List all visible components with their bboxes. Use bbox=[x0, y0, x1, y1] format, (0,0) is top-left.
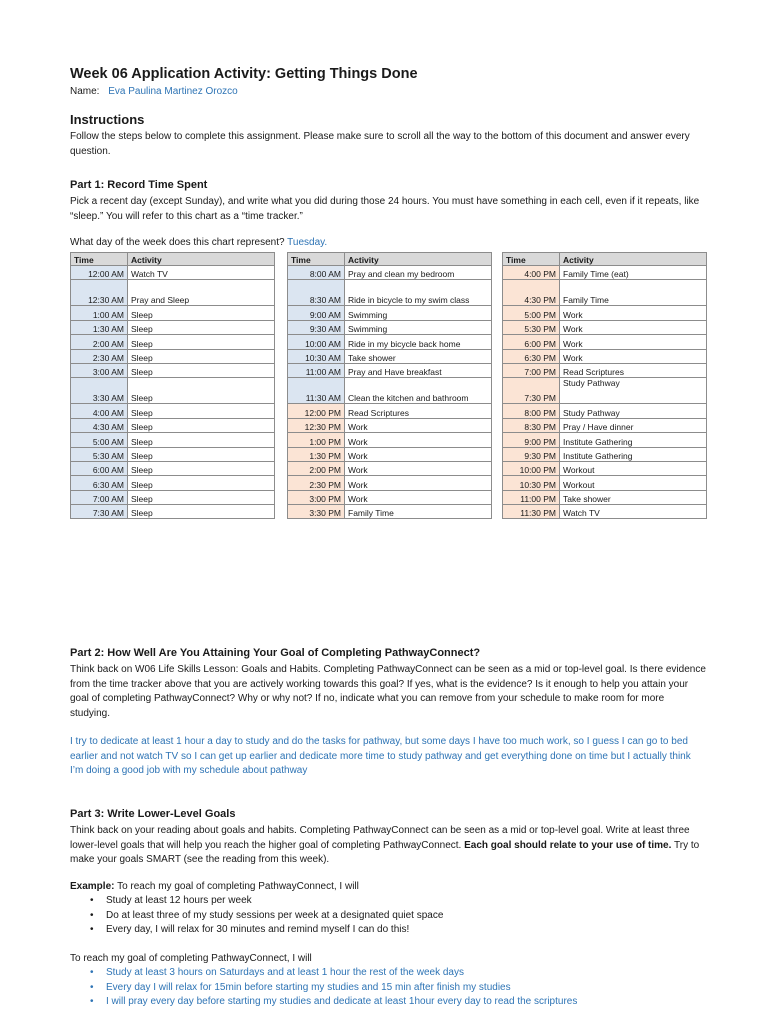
name-label: Name: bbox=[70, 86, 100, 97]
activity-cell: Work bbox=[345, 461, 492, 475]
time-cell: 5:30 PM bbox=[503, 320, 560, 334]
part3-text-b: Try to make your goals SMART (see the reading from this week). bbox=[70, 839, 700, 865]
table-row bbox=[288, 335, 492, 349]
activity-cell: Ride in my bicycle back home bbox=[345, 335, 492, 349]
time-cell: 8:30 AM bbox=[288, 280, 345, 306]
activity-cell: Swimming bbox=[345, 306, 492, 320]
activity-cell: Sleep bbox=[128, 476, 275, 490]
day-question-text: What day of the week does this chart represent? bbox=[70, 237, 285, 248]
activity-cell: Study Pathway bbox=[560, 404, 707, 418]
time-column-header: Time bbox=[71, 253, 128, 266]
activity-cell: Family Time bbox=[345, 505, 492, 519]
activity-cell: Work bbox=[560, 320, 707, 334]
time-cell: 1:30 PM bbox=[288, 447, 345, 461]
activity-cell: Family Time bbox=[560, 280, 707, 306]
activity-cell: Pray / Have dinner bbox=[560, 418, 707, 432]
table-row bbox=[71, 490, 275, 504]
document-title: Week 06 Application Activity: Getting Things Done bbox=[70, 66, 418, 82]
table-row bbox=[71, 404, 275, 418]
time-cell: 10:00 AM bbox=[288, 335, 345, 349]
table-row bbox=[503, 363, 707, 377]
activity-cell: Pray and clean my bedroom bbox=[345, 266, 492, 280]
part1-heading: Part 1: Record Time Spent bbox=[70, 179, 208, 191]
time-cell: 1:00 PM bbox=[288, 433, 345, 447]
time-cell: 12:30 PM bbox=[288, 418, 345, 432]
time-cell: 6:00 PM bbox=[503, 335, 560, 349]
table-row bbox=[288, 447, 492, 461]
table-header-row bbox=[503, 253, 707, 266]
time-cell: 6:30 PM bbox=[503, 349, 560, 363]
activity-cell: Sleep bbox=[128, 378, 275, 404]
table-row bbox=[71, 447, 275, 461]
activity-cell: Sleep bbox=[128, 505, 275, 519]
table-row bbox=[503, 335, 707, 349]
part2-heading: Part 2: How Well Are You Attaining Your Goal of Completing PathwayConnect? bbox=[70, 647, 481, 659]
time-cell: 1:00 AM bbox=[71, 306, 128, 320]
day-answer: Tuesday. bbox=[287, 237, 328, 248]
activity-cell: Work bbox=[345, 447, 492, 461]
time-cell: 7:30 AM bbox=[71, 505, 128, 519]
activity-cell: Work bbox=[345, 433, 492, 447]
time-cell: 5:00 AM bbox=[71, 433, 128, 447]
activity-cell: Clean the kitchen and bathroom bbox=[345, 378, 492, 404]
part2-text: Think back on W06 Life Skills Lesson: Goals and Habits. Completing PathwayConnect can be seen as a mid or top-level goal. Is there evidence from the time tracker above that you are actively working towards this goal? If yes, what is the evidence? Is it enough to help you attain your goal of completing PathwayConnect? Why or why not? If no, indicate what you can remove from your schedule to make room for more studying. bbox=[70, 664, 706, 719]
table-row bbox=[503, 447, 707, 461]
goal-answer: • I will pray every day before starting my studies and dedicate at least 1hour every day to read the scriptures bbox=[70, 995, 730, 1010]
activity-cell: Sleep bbox=[128, 349, 275, 363]
example-item: • Do at least three of my study sessions per week at a designated quiet space bbox=[70, 909, 710, 924]
table-row bbox=[288, 266, 492, 280]
activity-cell: Work bbox=[345, 418, 492, 432]
part3-text-bold: Each goal should relate to your use of time. bbox=[464, 839, 672, 851]
activity-cell: Institute Gathering bbox=[560, 433, 707, 447]
activity-cell: Work bbox=[345, 490, 492, 504]
time-cell: 2:00 AM bbox=[71, 335, 128, 349]
activity-column-header: Activity bbox=[560, 253, 707, 266]
time-cell: 5:00 PM bbox=[503, 306, 560, 320]
activity-cell: Sleep bbox=[128, 404, 275, 418]
table-row bbox=[288, 378, 492, 404]
goal-answers-list bbox=[70, 966, 730, 1010]
table-row bbox=[288, 505, 492, 519]
example-label: Example: bbox=[70, 881, 115, 892]
activity-cell: Watch TV bbox=[128, 266, 275, 280]
example-item: • Every day, I will relax for 30 minutes and remind myself I can do this! bbox=[70, 923, 710, 938]
table-row bbox=[288, 320, 492, 334]
table-row bbox=[503, 306, 707, 320]
table-row bbox=[71, 349, 275, 363]
activity-cell: Sleep bbox=[128, 418, 275, 432]
table-header-row bbox=[71, 253, 275, 266]
time-cell: 3:30 PM bbox=[288, 505, 345, 519]
table-row bbox=[503, 476, 707, 490]
time-cell: 10:00 PM bbox=[503, 461, 560, 475]
time-column-header: Time bbox=[503, 253, 560, 266]
table-row bbox=[71, 378, 275, 404]
instructions-text: Follow the steps below to complete this assignment. Please make sure to scroll all the way to the bottom of this document and answer every question. bbox=[70, 131, 690, 157]
table-row bbox=[503, 433, 707, 447]
activity-cell: Sleep bbox=[128, 335, 275, 349]
table-row bbox=[288, 476, 492, 490]
time-cell: 6:00 AM bbox=[71, 461, 128, 475]
table-row bbox=[71, 335, 275, 349]
part2-answer: I try to dedicate at least 1 hour a day to study and do the tasks for pathway, but some days I have too much work, so I guess I can go to bed earlier and not watch TV so I can get up earlier and dedicate more time to study pathway and get everything done on time but I actually think I’m doing a good job with my schedule about pathway bbox=[70, 736, 691, 776]
time-cell: 12:00 PM bbox=[288, 404, 345, 418]
time-cell: 3:00 AM bbox=[71, 363, 128, 377]
table-header-row bbox=[288, 253, 492, 266]
activity-cell: Pray and Sleep bbox=[128, 280, 275, 306]
table-row bbox=[71, 461, 275, 475]
time-cell: 4:00 PM bbox=[503, 266, 560, 280]
table-row bbox=[71, 280, 275, 306]
activity-cell: Read Scriptures bbox=[345, 404, 492, 418]
time-cell: 10:30 PM bbox=[503, 476, 560, 490]
table-row bbox=[288, 404, 492, 418]
table-row bbox=[503, 490, 707, 504]
activity-cell: Sleep bbox=[128, 363, 275, 377]
table-row bbox=[288, 490, 492, 504]
activity-cell: Study Pathway bbox=[560, 378, 707, 404]
table-row bbox=[71, 266, 275, 280]
activity-cell: Swimming bbox=[345, 320, 492, 334]
table-row bbox=[288, 363, 492, 377]
table-row bbox=[71, 306, 275, 320]
activity-cell: Work bbox=[345, 476, 492, 490]
time-cell: 11:30 PM bbox=[503, 505, 560, 519]
activity-cell: Sleep bbox=[128, 461, 275, 475]
time-cell: 12:30 AM bbox=[71, 280, 128, 306]
table-row bbox=[503, 280, 707, 306]
activity-cell: Read Scriptures bbox=[560, 363, 707, 377]
table-row bbox=[288, 461, 492, 475]
example-list bbox=[70, 894, 710, 938]
activity-cell: Workout bbox=[560, 476, 707, 490]
time-cell: 6:30 AM bbox=[71, 476, 128, 490]
table-row bbox=[503, 320, 707, 334]
time-cell: 11:00 AM bbox=[288, 363, 345, 377]
time-cell: 12:00 AM bbox=[71, 266, 128, 280]
table-row bbox=[503, 266, 707, 280]
time-cell: 2:30 PM bbox=[288, 476, 345, 490]
activity-cell: Sleep bbox=[128, 306, 275, 320]
time-cell: 10:30 AM bbox=[288, 349, 345, 363]
day-question bbox=[70, 237, 327, 248]
table-row bbox=[71, 418, 275, 432]
example-lead-row bbox=[70, 880, 706, 895]
time-cell: 4:00 AM bbox=[71, 404, 128, 418]
table-row bbox=[71, 505, 275, 519]
table-row bbox=[288, 433, 492, 447]
activity-cell: Work bbox=[560, 306, 707, 320]
time-cell: 3:30 AM bbox=[71, 378, 128, 404]
time-cell: 8:30 PM bbox=[503, 418, 560, 432]
time-tracker-table-1 bbox=[70, 252, 275, 519]
table-row bbox=[503, 505, 707, 519]
table-row bbox=[71, 363, 275, 377]
example-lead: To reach my goal of completing PathwayConnect, I will bbox=[117, 881, 359, 892]
name-row bbox=[70, 86, 238, 97]
table-row bbox=[71, 476, 275, 490]
time-cell: 11:00 PM bbox=[503, 490, 560, 504]
time-tracker-table-2 bbox=[287, 252, 492, 519]
time-cell: 9:30 PM bbox=[503, 447, 560, 461]
goal-lead: To reach my goal of completing PathwayConnect, I will bbox=[70, 953, 312, 964]
table-row bbox=[288, 349, 492, 363]
table-row bbox=[503, 418, 707, 432]
part3-text bbox=[70, 824, 706, 868]
activity-cell: Institute Gathering bbox=[560, 447, 707, 461]
table-row bbox=[503, 461, 707, 475]
time-cell: 11:30 AM bbox=[288, 378, 345, 404]
time-cell: 4:30 PM bbox=[503, 280, 560, 306]
activity-cell: Sleep bbox=[128, 447, 275, 461]
name-value: Eva Paulina Martinez Orozco bbox=[108, 86, 238, 97]
instructions-heading: Instructions bbox=[70, 112, 145, 127]
table-row bbox=[503, 404, 707, 418]
part1-text: Pick a recent day (except Sunday), and write what you did during those 24 hours. You must have something in each cell, even if it repeats, like “sleep.” You will refer to this chart as a “time tracker.” bbox=[70, 196, 700, 222]
part3-heading: Part 3: Write Lower-Level Goals bbox=[70, 808, 236, 820]
time-cell: 8:00 AM bbox=[288, 266, 345, 280]
time-cell: 7:30 PM bbox=[503, 378, 560, 404]
activity-column-header: Activity bbox=[128, 253, 275, 266]
activity-cell: Work bbox=[560, 349, 707, 363]
activity-cell: Work bbox=[560, 335, 707, 349]
goal-answer: • Every day I will relax for 15min before starting my studies and 15 min after finish my studies bbox=[70, 981, 730, 996]
activity-cell: Sleep bbox=[128, 490, 275, 504]
table-row bbox=[71, 433, 275, 447]
activity-cell: Watch TV bbox=[560, 505, 707, 519]
time-cell: 7:00 PM bbox=[503, 363, 560, 377]
table-row bbox=[71, 320, 275, 334]
table-row bbox=[503, 349, 707, 363]
time-tracker-table-3 bbox=[502, 252, 707, 519]
time-column-header: Time bbox=[288, 253, 345, 266]
activity-cell: Workout bbox=[560, 461, 707, 475]
table-row bbox=[288, 306, 492, 320]
time-cell: 7:00 AM bbox=[71, 490, 128, 504]
activity-cell: Sleep bbox=[128, 320, 275, 334]
time-cell: 1:30 AM bbox=[71, 320, 128, 334]
activity-cell: Sleep bbox=[128, 433, 275, 447]
activity-cell: Pray and Have breakfast bbox=[345, 363, 492, 377]
table-row bbox=[288, 280, 492, 306]
activity-cell: Family Time (eat) bbox=[560, 266, 707, 280]
time-cell: 2:30 AM bbox=[71, 349, 128, 363]
time-cell: 3:00 PM bbox=[288, 490, 345, 504]
goal-answer: • Study at least 3 hours on Saturdays and at least 1 hour the rest of the week days bbox=[70, 966, 730, 981]
time-cell: 2:00 PM bbox=[288, 461, 345, 475]
example-item: • Study at least 12 hours per week bbox=[70, 894, 710, 909]
time-cell: 9:00 PM bbox=[503, 433, 560, 447]
part3-text-a: Think back on your reading about goals and habits. Completing PathwayConnect can be seen as a mid or top-level goal. Write at least three lower-level goals that will help you reach the higher goal of completing PathwayConnect. bbox=[70, 825, 690, 851]
time-cell: 9:30 AM bbox=[288, 320, 345, 334]
activity-cell: Take shower bbox=[345, 349, 492, 363]
time-cell: 4:30 AM bbox=[71, 418, 128, 432]
time-cell: 8:00 PM bbox=[503, 404, 560, 418]
activity-cell: Ride in bicycle to my swim class bbox=[345, 280, 492, 306]
time-cell: 9:00 AM bbox=[288, 306, 345, 320]
table-row bbox=[503, 378, 707, 404]
table-row bbox=[288, 418, 492, 432]
activity-cell: Take shower bbox=[560, 490, 707, 504]
activity-column-header: Activity bbox=[345, 253, 492, 266]
time-cell: 5:30 AM bbox=[71, 447, 128, 461]
